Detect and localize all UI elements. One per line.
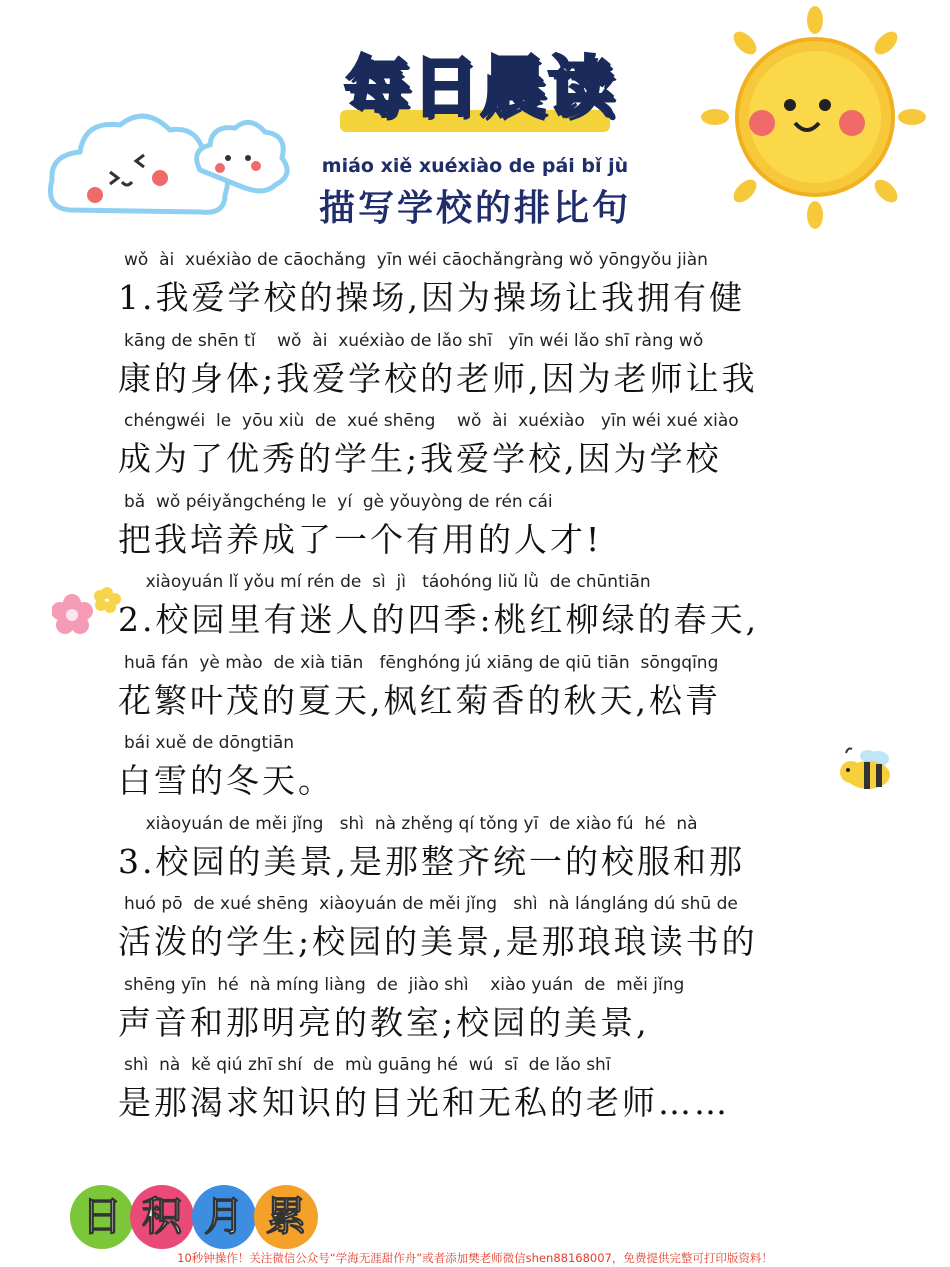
- text-line: [118, 653, 838, 734]
- text-line: [118, 411, 838, 492]
- badge-char: 累: [254, 1185, 318, 1249]
- hanzi-line: 活泼的学生;校园的美景,是那琅琅读书的: [118, 922, 758, 961]
- text-line: [118, 572, 838, 653]
- text-line: [118, 814, 838, 895]
- pinyin-line: kāng de shēn tǐ wǒ ài xuéxiào de lǎo shī yīn wéi lǎo shī ràng wǒ: [124, 330, 704, 351]
- text-line: [118, 250, 838, 331]
- pinyin-line: huā fán yè mào de xià tiān fēnghóng jú xiāng de qiū tiān sōngqīng: [124, 652, 719, 673]
- hanzi-line: 1.我爱学校的操场,因为操场让我拥有健: [118, 278, 745, 317]
- text-line: [118, 1055, 838, 1136]
- hanzi-line: 声音和那明亮的教室;校园的美景,: [118, 1002, 650, 1042]
- reading-passage: [118, 250, 838, 1136]
- pinyin-line: xiàoyuán de měi jǐng shì nà zhěng qí tǒng yī de xiào fú hé nà: [124, 813, 698, 834]
- pinyin-line: xiàoyuán lǐ yǒu mí rén de sì jì táohóng liǔ lǜ de chūntiān: [124, 572, 651, 592]
- flower-icon: [52, 583, 127, 643]
- hanzi-line: 3.校园的美景,是那整齐统一的校服和那: [118, 841, 745, 881]
- pinyin-line: wǒ ài xuéxiào de cāochǎng yīn wéi cāochǎngràng wǒ yōngyǒu jiàn: [124, 250, 708, 270]
- sun-icon: [700, 5, 930, 235]
- hanzi-line: 成为了优秀的学生;我爱学校,因为学校: [118, 439, 722, 478]
- hanzi-line: 是那渴求知识的目光和无私的老师……: [118, 1083, 730, 1122]
- footer-note: 10秒钟操作！关注微信公众号“学海无涯甜作舟”或者添加樊老师微信shen88168007，免费提供完整可打印版资料！: [177, 1251, 773, 1265]
- subtitle: 描写学校的排比句: [318, 187, 631, 229]
- pinyin-line: bái xuě de dōngtiān: [124, 733, 295, 753]
- text-line: [118, 975, 838, 1056]
- cloud-icon: [40, 80, 290, 240]
- hanzi-line: 把我培养成了一个有用的人才!: [118, 519, 603, 559]
- pinyin-line: huó pō de xué shēng xiàoyuán de měi jǐng shì nà lángláng dú shū de: [124, 894, 738, 914]
- hanzi-line: 2.校园里有迷人的四季:桃红柳绿的春天,: [118, 600, 760, 639]
- hanzi-line: 康的身体;我爱学校的老师,因为老师让我: [118, 358, 758, 398]
- text-line: [118, 331, 838, 412]
- hanzi-line: 白雪的冬天。: [118, 761, 334, 800]
- hanzi-line: 花繁叶茂的夏天,枫红菊香的秋天,松青: [118, 680, 721, 720]
- pinyin-line: bǎ wǒ péiyǎngchéng le yí gè yǒuyòng de rén cái: [124, 491, 553, 512]
- badge-char: 日: [70, 1185, 134, 1249]
- text-line: [118, 492, 838, 573]
- badge-char: 月: [192, 1185, 256, 1249]
- subtitle-pinyin: miáo xiě xuéxiào de pái bǐ jù: [321, 155, 629, 177]
- pinyin-line: shēng yīn hé nà míng liàng de jiào shì xiào yuán de měi jǐng: [124, 974, 685, 995]
- bee-icon: [834, 745, 896, 795]
- pinyin-line: shì nà kě qiú zhī shí de mù guāng hé wú sī de lǎo shī: [124, 1055, 611, 1075]
- page-title: 每日晨读: [344, 49, 616, 126]
- badge-char: 积: [130, 1185, 194, 1249]
- text-line: [118, 733, 838, 814]
- text-line: [118, 894, 838, 975]
- pinyin-line: chéngwéi le yōu xiù de xué shēng wǒ ài xuéxiào yīn wéi xué xiào: [124, 411, 739, 431]
